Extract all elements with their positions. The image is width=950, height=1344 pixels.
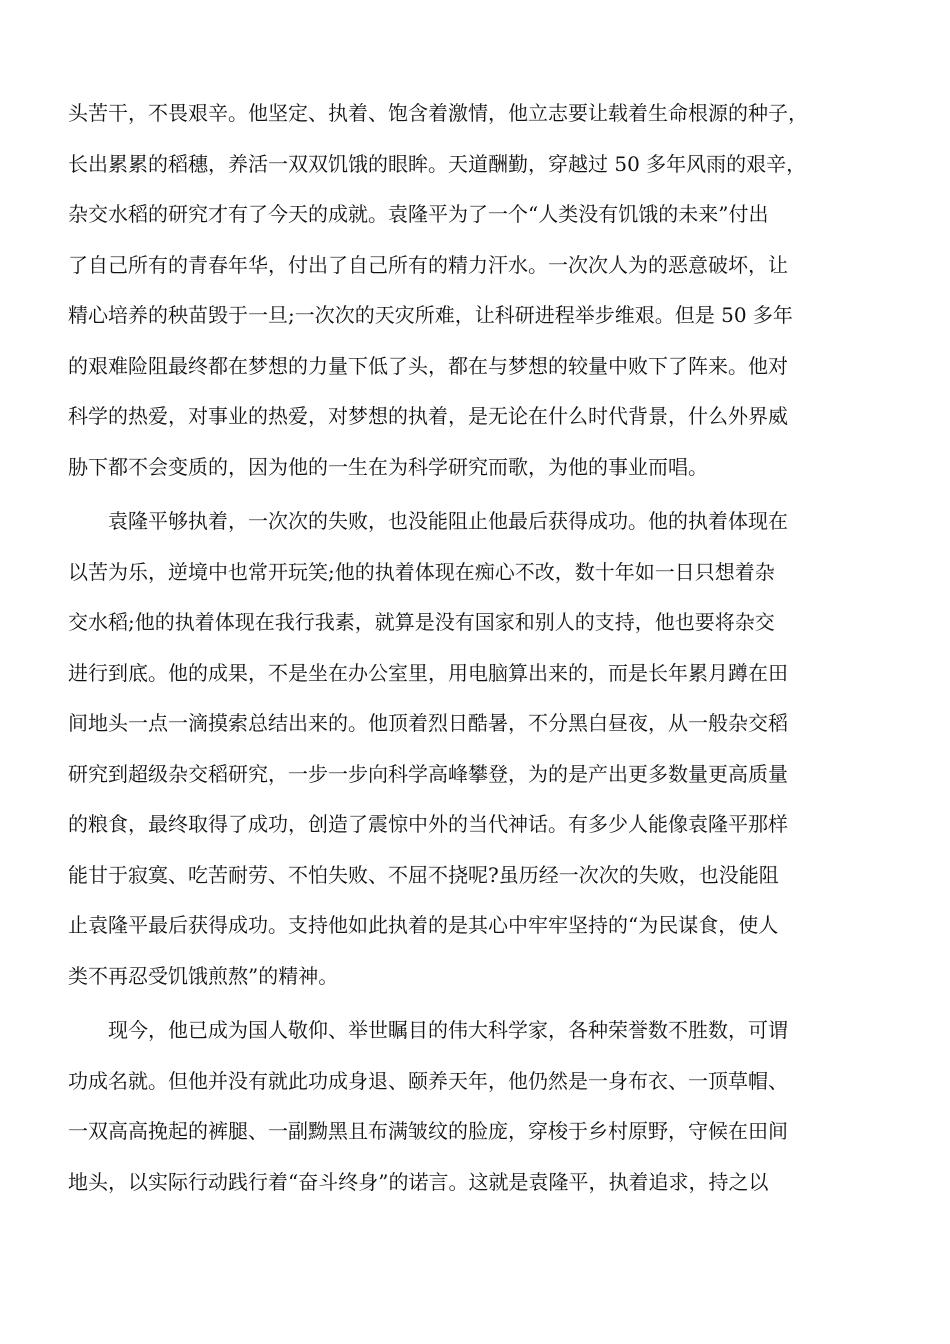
text-line: 能甘于寂寞、吃苦耐劳、不怕失败、不屈不挠呢?虽历经一次次的失败，也没能阻 (68, 862, 779, 887)
text-line: 功成名就。但他并没有就此功成身退、颐养天年，他仍然是一身布衣、一顶草帽、 (68, 1068, 788, 1093)
text-line: 袁隆平够执着，一次次的失败，也没能阻止他最后获得成功。他的执着体现在 (68, 509, 788, 533)
paragraph-1 (68, 88, 898, 492)
text-line: 类不再忍受饥饿煎熬”的精神。 (68, 963, 339, 988)
text-line: 长出累累的稻穗，养活一双双饥饿的眼眸。天道酬勤，穿越过 50 多年风雨的艰辛， (68, 151, 807, 176)
text-line: 研究到超级杂交稻研究，一步一步向科学高峰攀登，为的是产出更多数量更高质量 (68, 761, 788, 786)
text-line: 头苦干，不畏艰辛。他坚定、执着、饱含着激情，他立志要让载着生命根源的种子， (68, 101, 808, 125)
text-line: 了自己所有的青春年华，付出了自己所有的精力汗水。一次次人为的恶意破坏，让 (68, 252, 788, 277)
text-line: 间地头一点一滴摸索总结出来的。他顶着烈日酷暑，不分黑白昼夜，从一般杂交稻 (68, 711, 788, 735)
text-line: 的艰难险阻最终都在梦想的力量下低了头，都在与梦想的较量中败下了阵来。他对 (68, 353, 788, 378)
text-line: 以苦为乐，逆境中也常开玩笑;他的执着体现在痴心不改，数十年如一日只想着杂 (68, 559, 775, 584)
text-line: 一双高高挽起的裤腿、一副黝黑且布满皱纹的脸庞，穿梭于乡村原野，守候在田间 (68, 1119, 788, 1143)
text-line: 精心培养的秧苗毁于一旦;一次次的天灾所难，让科研进程举步维艰。但是 50 多年 (68, 303, 793, 327)
text-line: 止袁隆平最后获得成功。支持他如此执着的是其心中牢牢坚持的“为民谋食，使人 (68, 913, 779, 937)
text-line: 交水稻;他的执着体现在我行我素，就算是没有国家和别人的支持，他也要将杂交 (68, 610, 775, 634)
paragraph-2 (68, 496, 898, 1001)
paragraph-3 (68, 1005, 898, 1207)
text-line: 现今，他已成为国人敬仰、举世瞩目的伟大科学家，各种荣誉数不胜数，可谓 (68, 1018, 788, 1042)
text-line: 的粮食，最终取得了成功，创造了震惊中外的当代神话。有多少人能像袁隆平那样 (68, 812, 788, 836)
text-line: 科学的热爱，对事业的热爱，对梦想的执着，是无论在什么时代背景，什么外界威 (68, 404, 788, 428)
text-line: 地头，以实际行动践行着“奋斗终身”的诺言。这就是袁隆平，执着追求，持之以 (68, 1169, 769, 1194)
text-line: 杂交水稻的研究才有了今天的成就。袁隆平为了一个“人类没有饥饿的未来”付出 (68, 202, 769, 226)
text-line: 胁下都不会变质的，因为他的一生在为科学研究而歌，为他的事业而唱。 (68, 454, 708, 479)
text-line: 进行到底。他的成果，不是坐在办公室里，用电脑算出来的，而是长年累月蹲在田 (68, 660, 788, 685)
